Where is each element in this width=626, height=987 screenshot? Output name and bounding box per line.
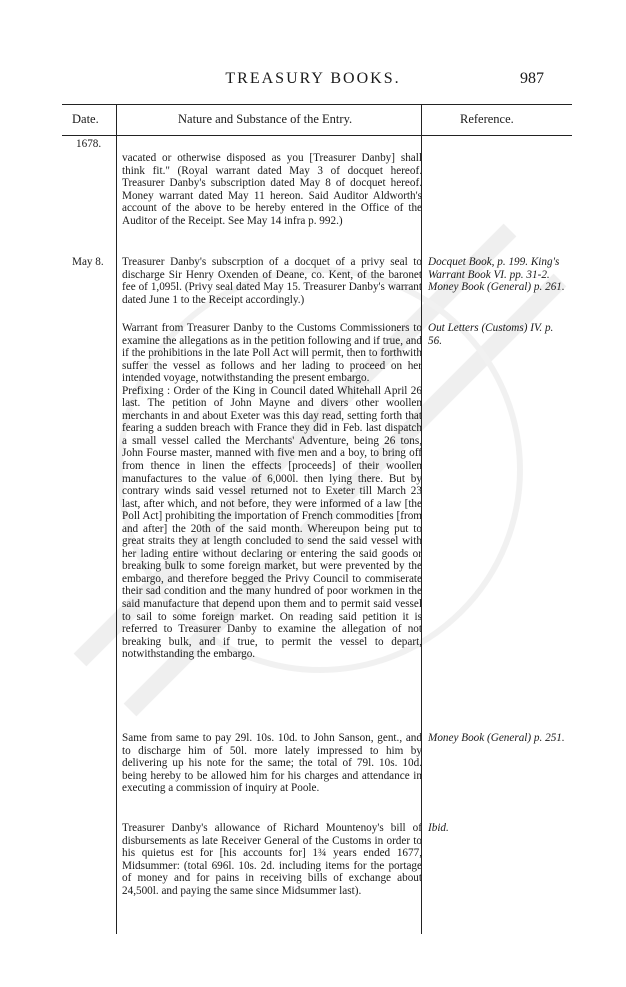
entry-date: May 8.: [72, 256, 104, 268]
running-title: TREASURY BOOKS.: [225, 70, 401, 87]
entry-paragraph: Same from same to pay 29l. 10s. 10d. to John Sanson, gent., and to discharge him of 50l. more lately impressed to him by delivering up his note for the same; the total of 79l. 10s. 10d. being hereby to be allowed him for his charges and attendance in executing a commission of inquiry at Poole.: [122, 732, 422, 795]
column-header-date: Date.: [72, 112, 99, 126]
column-rule-left: [116, 104, 117, 934]
entry-reference: Docquet Book, p. 199. King's Warrant Book VI. pp. 31-2. Money Book (General) p. 261.: [428, 256, 565, 293]
entry-text: [122, 732, 422, 795]
entry-paragraph: Treasurer Danby's subscrption of a docquet of a privy seal to discharge Sir Henry Oxenden of Deane, co. Kent, of the baronet fee of 1,095l. (Privy seal dated May 15. Treasurer Danby's warrant dated June 1 to the Receipt accordingly.): [122, 256, 422, 306]
column-header-reference: Reference.: [460, 112, 514, 126]
entry-text: [122, 256, 422, 306]
year-label: 1678.: [76, 138, 102, 150]
entry-text: [122, 822, 422, 897]
column-header-nature: Nature and Substance of the Entry.: [178, 112, 353, 126]
top-rule: [62, 104, 572, 105]
page-number: 987: [520, 70, 544, 87]
entry-paragraph: vacated or otherwise disposed as you [Treasurer Danby] shall think fit." (Royal warrant dated May 3 of docquet hereof. Treasurer Danby's subscription dated May 8 of docquet hereof. Money warrant dated May 11 hereon. Said Auditor Aldworth's account of the above to be hereby entered in the Office of the Auditor of the Receipt. See May 14 infra p. 992.): [122, 152, 422, 227]
entry-reference: Money Book (General) p. 251.: [428, 732, 565, 744]
entry-reference: Ibid.: [428, 822, 449, 834]
entry-paragraph: Warrant from Treasurer Danby to the Customs Commissioners to examine the allegations as in the petition following and if true, and if the prohibitions in the late Poll Act will permit, then to forthwith suffer the vessel as follows and her lading to proceed on her intended voyage, notwithstanding the present embargo.: [122, 322, 422, 385]
entry-reference: Out Letters (Customs) IV. p. 56.: [428, 322, 554, 347]
entry-paragraph: Treasurer Danby's allowance of Richard Mountenoy's bill of disbursements as late Receiver General of the Customs in order to his quietus est for [his accounts for] 1¾ years ended 1677, Midsummer: (total 696l. 10s. 2d. including items for the portage of money and for pains in receiving bills of exchange about 24,500l. and paying the same since Midsummer last).: [122, 822, 422, 897]
entry-paragraph-prefixing: Prefixing : Order of the King in Council dated Whitehall April 26 last. The petition of John Mayne and divers other woollen merchants in and about Exeter was this day read, setting forth that fearing a sudden breach with France they did in Feb. last dispatch a small vessel called the Merchants' Adventure, being 26 tons, John Fourse master, manned with five men and a boy, to bring off from thence in linen the effects [proceeds] of their woollen manufactures to the value of 6,000l. then lying there. But by contrary winds said vessel returned not to Exeter till March 23 last, after which, and not before, they were informed of a law [the Poll Act] prohibiting the importation of French commodities [from and after] the 20th of the said month. Whereupon being put to great straits they at length concluded to send the said vessel with her lading entire without declaring or entering the said goods or breaking bulk to some foreign market, but were prevented by the embargo, and therefore begged the Privy Council to commiserate their sad condition and the many hundred of poor workmen in the said manufacture that depend upon them and to permit said vessel to sail to some foreign market. On reading said petition it is referred to Treasurer Danby to examine the allegation of not breaking bulk, and if true, to permit the vessel to depart, notwithstanding the embargo.: [122, 384, 422, 661]
header-rule: [62, 135, 572, 136]
entry-text: [122, 322, 422, 661]
entry-text: [122, 152, 422, 227]
